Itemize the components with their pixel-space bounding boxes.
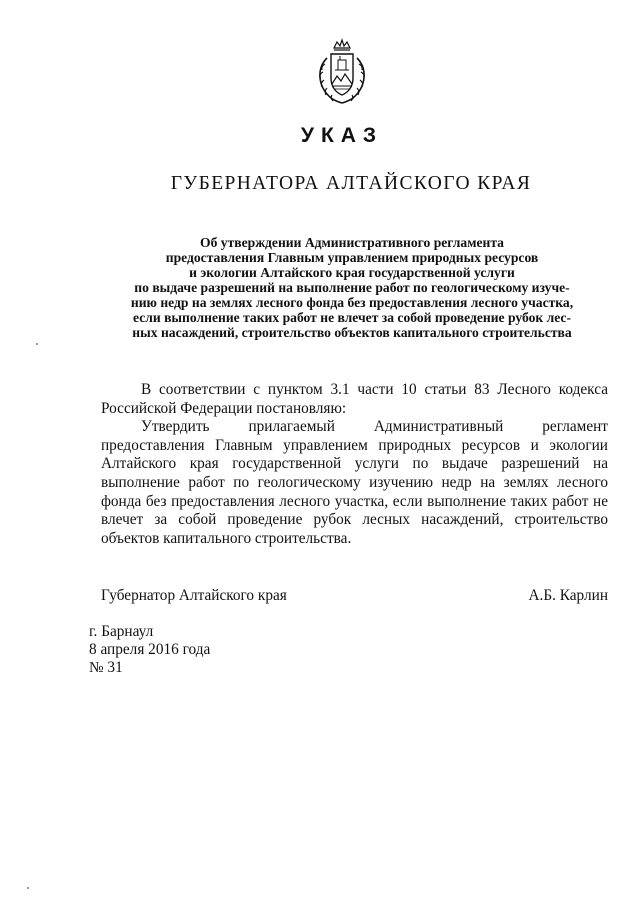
subject-line: и экологии Алтайского края государственной услуги <box>189 265 515 280</box>
margin-speck <box>27 887 29 889</box>
issue-place: г. Барнаул <box>89 623 154 640</box>
subject-line: Об утверждении Административного регламента <box>200 235 504 250</box>
decree-body <box>101 381 608 548</box>
subject-line: предоставления Главным управлением природных ресурсов <box>165 250 539 265</box>
body-paragraph: В соответствии с пунктом 3.1 части 10 статьи 83 Лесного кодекса Российской Федерации постановляю: <box>101 381 608 417</box>
subject-line: ных насаждений, строительство объектов капитального строительства <box>132 325 572 340</box>
issue-number: № 31 <box>89 659 123 677</box>
issuer-title: ГУБЕРНАТОРА АЛТАЙСКОГО КРАЯ <box>170 173 532 194</box>
subject-line: если выполнение таких работ не влечет за собой проведение рубок лес- <box>133 310 571 325</box>
signatory-name: А.Б. Карлин <box>528 587 608 604</box>
subject-line: по выдаче разрешений на выполнение работ по геологическому изуче- <box>134 280 570 295</box>
issue-details <box>89 623 210 678</box>
decree-title: УКАЗ <box>300 124 384 147</box>
decree-subject <box>96 235 608 340</box>
margin-speck <box>36 343 38 345</box>
subject-line: нию недр на землях лесного фонда без предоставления лесного участка, <box>130 295 574 310</box>
body-paragraph: Утвердить прилагаемый Административный регламент предоставления Главным управлением природных ресурсов и экологии Алтайского края государственной услуги по выдаче разрешений на выполнение работ по геологическому изучению недр на землях лесного фонда без предоставления лесного участка, если выполнение таких работ не влечет за собой проведение рубок лесных насаждений, строительство объектов капитального строительства. <box>101 418 608 547</box>
signatory-position: Губернатор Алтайского края <box>101 587 287 604</box>
issue-date: 8 апреля 2016 года <box>89 641 211 659</box>
coat-of-arms-icon <box>313 38 371 106</box>
